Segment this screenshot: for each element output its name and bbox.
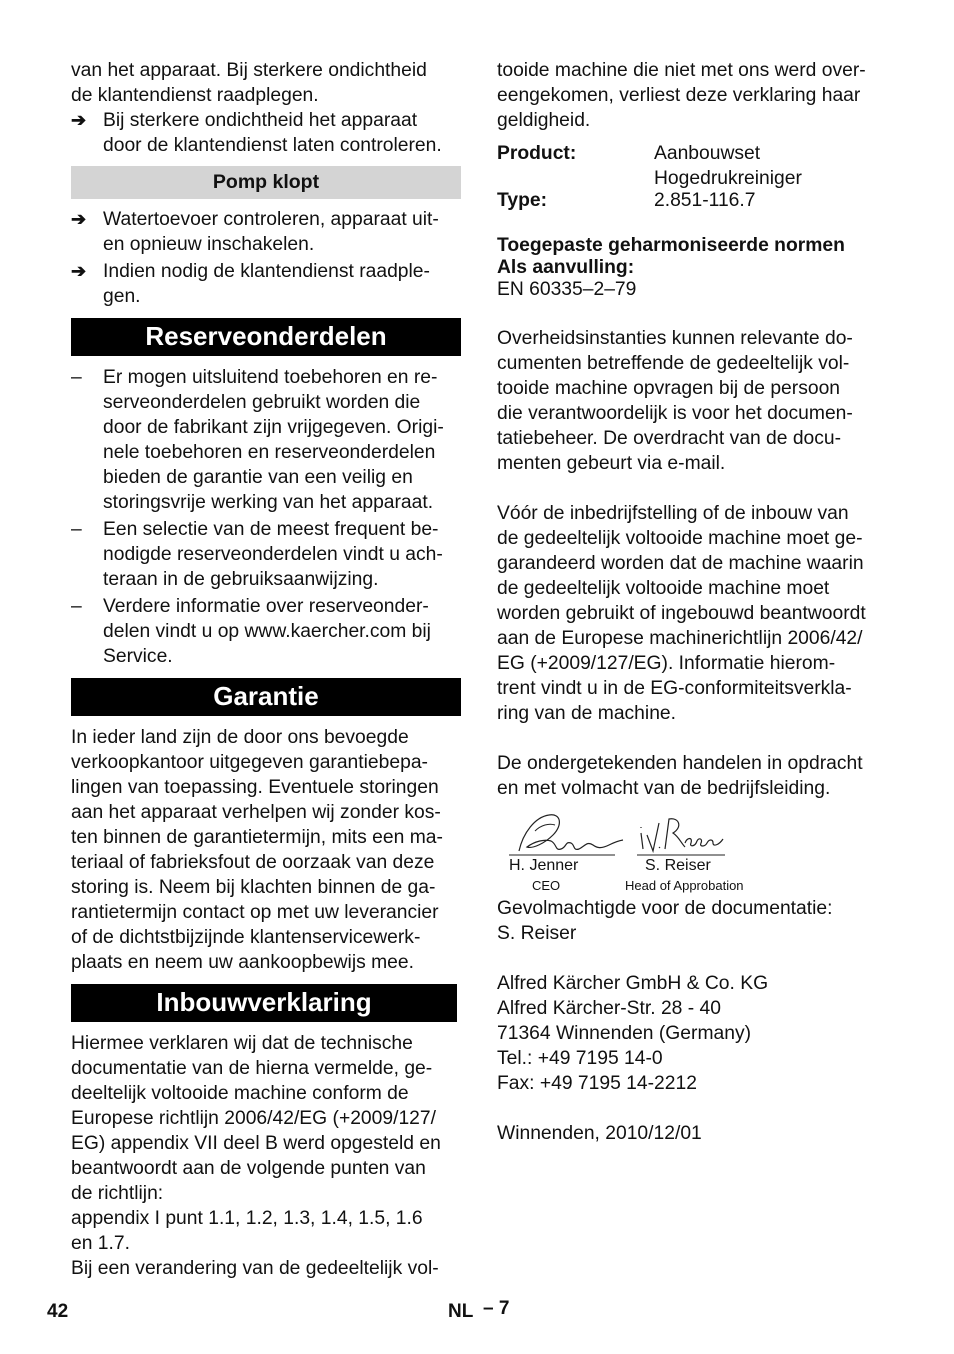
type-value: 2.851-116.7 xyxy=(654,190,756,211)
text-line: Hogedrukreiniger xyxy=(654,168,802,189)
text-line: S. Reiser xyxy=(497,923,577,944)
page-number: 42 xyxy=(47,1301,69,1322)
text-line: EG (+2009/127/EG). Informatie hierom- xyxy=(497,653,836,674)
text-line: teraan in de gebruiksaanwijzing. xyxy=(103,569,379,590)
text-line: gen. xyxy=(103,286,141,307)
text-line: beantwoordt aan de volgende punten van xyxy=(71,1158,426,1179)
intro-text xyxy=(497,58,889,133)
text-line: tooide machine die niet met ons werd over- xyxy=(497,60,866,81)
text-line: appendix I punt 1.1, 1.2, 1.3, 1.4, 1.5, 1.6 xyxy=(71,1208,423,1229)
text-line: Bij sterkere ondichtheid het apparaat xyxy=(103,110,418,131)
place-date: Winnenden, 2010/12/01 xyxy=(497,1123,702,1144)
paragraph-signatories xyxy=(497,751,889,801)
text-line: van het apparaat. Bij sterkere ondichtheid xyxy=(71,60,427,81)
signature-jenner-icon xyxy=(505,811,625,863)
text-line: ring van de machine. xyxy=(497,703,676,724)
text-line: serveonderdelen gebruikt worden die xyxy=(103,392,421,413)
text-line: documentatie van de hierna vermelde, ge- xyxy=(71,1058,433,1079)
text-line: Een selectie van de meest frequent be- xyxy=(103,519,439,540)
dash-list-item xyxy=(71,517,461,592)
text-line: die verantwoordelijk is voor het documen- xyxy=(497,403,853,424)
language-code: NL xyxy=(448,1301,474,1322)
product-label: Product: xyxy=(497,143,577,164)
signatory-role: CEO xyxy=(532,878,561,893)
text-line: deeltelijk voltooide machine conform de xyxy=(71,1083,409,1104)
text-line: garandeerd worden dat de machine waarin xyxy=(497,553,864,574)
text-line: de richtlijn: xyxy=(71,1183,164,1204)
text-line: Aanbouwset xyxy=(654,143,761,164)
text-line: Europese richtlijn 2006/42/EG (+2009/127/ xyxy=(71,1108,436,1129)
text-line: nele toebehoren en reserveonderdelen xyxy=(103,442,436,463)
section-number: – 7 xyxy=(483,1298,510,1319)
text-line: In ieder land zijn de door ons bevoegde xyxy=(71,727,409,748)
signatory-role: Head of Approbation xyxy=(625,878,744,893)
norms-value: EN 60335–2–79 xyxy=(497,279,637,300)
text-line: storingsvrije werking van het apparaat. xyxy=(103,492,434,513)
arrow-list-item xyxy=(71,259,461,309)
dash-bullet-icon: – xyxy=(71,367,82,388)
text-line: teriaal of fabrieksfout de oorzaak van deze xyxy=(71,852,435,873)
text-line: de gedeeltelijk voltooide machine moet ge- xyxy=(497,528,863,549)
text-line: trent vindt u in de EG-conformiteitsverkla- xyxy=(497,678,852,699)
signatory-name: H. Jenner xyxy=(509,857,579,874)
paragraph-commissioning xyxy=(497,501,889,726)
text-line: EG) appendix VII deel B werd opgesteld en xyxy=(71,1133,441,1154)
text-line: en met volmacht van de bedrijfsleiding. xyxy=(497,778,831,799)
text-line: door de klantendienst laten controleren. xyxy=(103,135,442,156)
arrow-right-icon: ➔ xyxy=(71,209,87,229)
text-line: aan het apparaat verhelpen wij zonder kos- xyxy=(71,802,441,823)
arrow-list-item xyxy=(71,207,461,257)
text-line: geldigheid. xyxy=(497,110,591,131)
text-line: Fax: +49 7195 14-2212 xyxy=(497,1073,697,1094)
text-line: ten binnen de garantietermijn, mits een ma- xyxy=(71,827,443,848)
arrow-right-icon: ➔ xyxy=(71,110,87,130)
dash-bullet-icon: – xyxy=(71,596,82,617)
garantie-paragraph xyxy=(71,725,461,975)
norms-subheading: Als aanvulling: xyxy=(497,257,635,278)
text-line: Tel.: +49 7195 14-0 xyxy=(497,1048,663,1069)
arrow-right-icon: ➔ xyxy=(71,261,87,281)
paragraph-documentation xyxy=(497,326,889,476)
text-line: en 1.7. xyxy=(71,1233,130,1254)
text-line: verkoopkantoor uitgegeven garantiebepa- xyxy=(71,752,428,773)
text-line: delen vindt u op www.kaercher.com bij xyxy=(103,621,431,642)
intro-text xyxy=(71,58,461,108)
dash-list-item xyxy=(71,594,461,669)
text-line: Alfred Kärcher GmbH & Co. KG xyxy=(497,973,769,994)
text-line: nodigde reserveonderdelen vindt u ach- xyxy=(103,544,443,565)
text-line: storing is. Neem bij klachten binnen de ga- xyxy=(71,877,436,898)
dash-list-item xyxy=(71,365,461,515)
text-line: tooide machine opvragen bij de persoon xyxy=(497,378,841,399)
signatory-name: S. Reiser xyxy=(645,857,711,874)
text-line: menten gebeurt via e-mail. xyxy=(497,453,726,474)
product-value xyxy=(654,141,889,191)
text-line: Verdere informatie over reserveonder- xyxy=(103,596,429,617)
text-line: Hiermee verklaren wij dat de technische xyxy=(71,1033,413,1054)
text-line: worden gebruikt of ingebouwd beantwoordt xyxy=(497,603,866,624)
text-line: en opnieuw inschakelen. xyxy=(103,234,315,255)
text-line: de klantendienst raadplegen. xyxy=(71,85,319,106)
text-line: Er mogen uitsluitend toebehoren en re- xyxy=(103,367,438,388)
text-line: of de dichtstbijzijnde klantenservicewerk- xyxy=(71,927,421,948)
section-heading-inbouwverklaring: Inbouwverklaring xyxy=(71,984,457,1022)
inbouw-paragraph xyxy=(71,1031,461,1281)
dash-bullet-icon: – xyxy=(71,519,82,540)
text-line: plaats en neem uw aankoopbewijs mee. xyxy=(71,952,414,973)
type-label: Type: xyxy=(497,190,547,211)
text-line: aan de Europese machinerichtlijn 2006/42/ xyxy=(497,628,863,649)
signature-block xyxy=(497,811,889,913)
text-line: Alfred Kärcher-Str. 28 - 40 xyxy=(497,998,721,1019)
text-line: Vóór de inbedrijfstelling of de inbouw van xyxy=(497,503,849,524)
product-table xyxy=(497,141,889,213)
text-line: de gedeeltelijk voltooide machine moet xyxy=(497,578,830,599)
text-line: lingen van toepassing. Eventuele storingen xyxy=(71,777,439,798)
text-line: Service. xyxy=(103,646,173,667)
text-line: cumenten betreffende de gedeeltelijk vol- xyxy=(497,353,850,374)
right-column xyxy=(497,58,889,1146)
text-line: Bij een verandering van de gedeeltelijk vol- xyxy=(71,1258,439,1279)
company-address xyxy=(497,971,889,1096)
left-column xyxy=(71,58,461,1281)
text-line: rantietermijn contact op met uw leverancier xyxy=(71,902,439,923)
norms-heading: Toegepaste geharmoniseerde normen xyxy=(497,235,845,256)
text-line: tatiebeheer. De overdracht van de docu- xyxy=(497,428,842,449)
text-line: bieden de garantie van een veilig en xyxy=(103,467,413,488)
signature-reiser-icon xyxy=(635,811,729,863)
text-line: De ondergetekenden handelen in opdracht xyxy=(497,753,863,774)
text-line: door de fabrikant zijn vrijgegeven. Origi- xyxy=(103,417,444,438)
section-heading-reserveonderdelen: Reserveonderdelen xyxy=(71,318,461,356)
section-heading-pomp-klopt: Pomp klopt xyxy=(71,166,461,199)
text-line: eengekomen, verliest deze verklaring haar xyxy=(497,85,861,106)
text-line: Gevolmachtigde voor de documentatie: xyxy=(497,898,833,919)
text-line: 71364 Winnenden (Germany) xyxy=(497,1023,752,1044)
text-line: Overheidsinstanties kunnen relevante do- xyxy=(497,328,853,349)
section-heading-garantie: Garantie xyxy=(71,678,461,716)
text-line: Indien nodig de klantendienst raadple- xyxy=(103,261,430,282)
text-line: Watertoevoer controleren, apparaat uit- xyxy=(103,209,439,230)
arrow-list-item xyxy=(71,108,461,158)
